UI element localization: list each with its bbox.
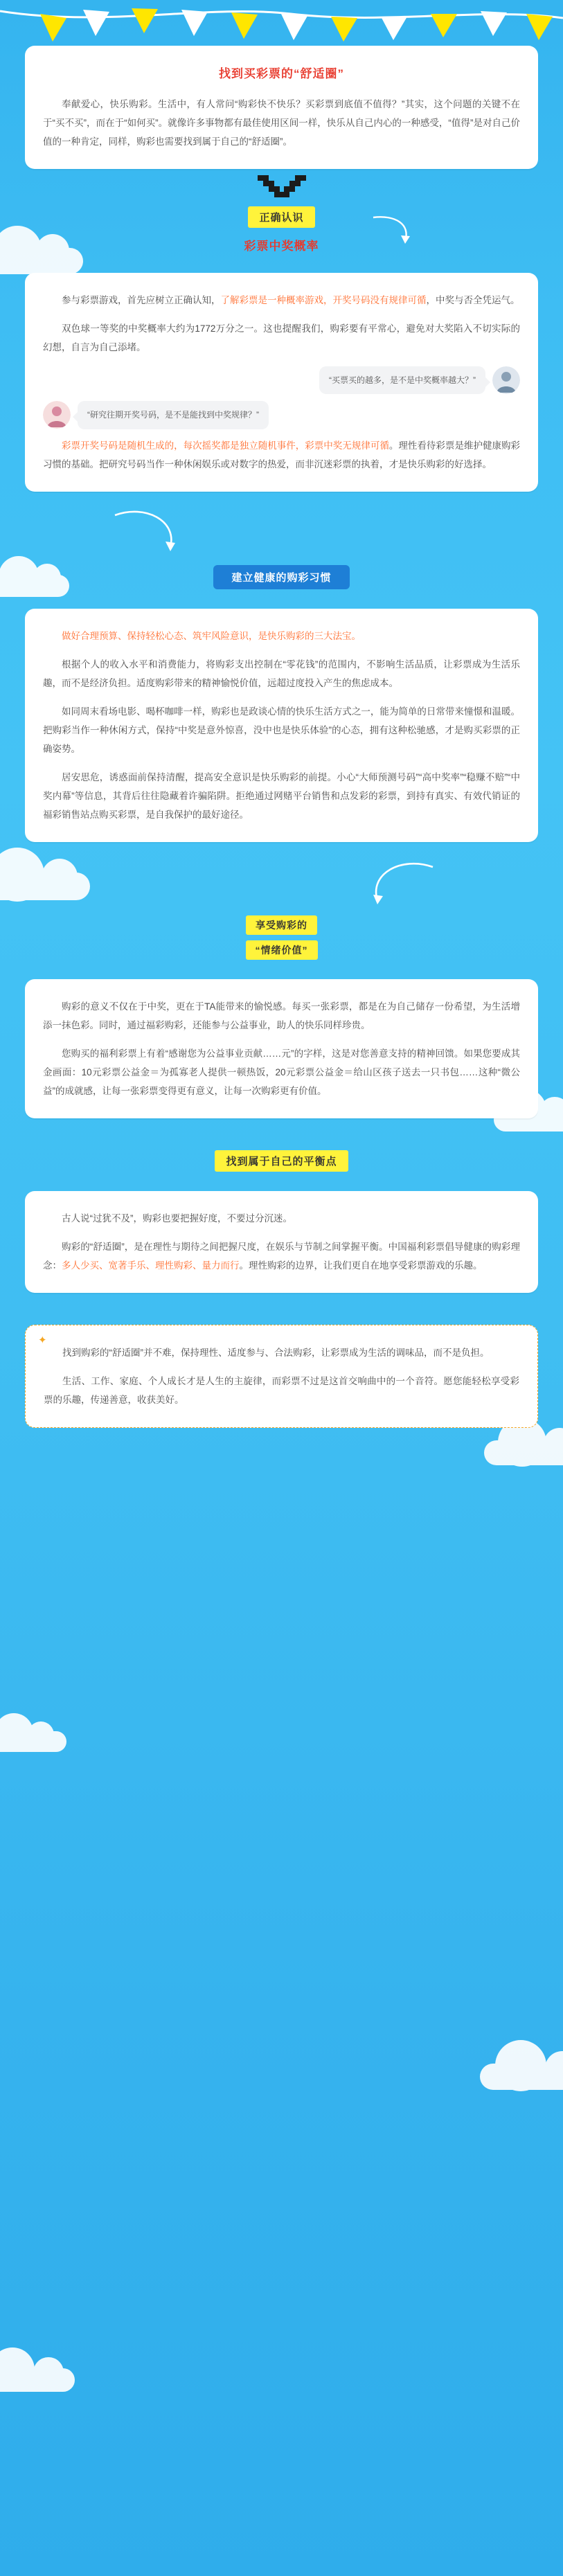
text-highlight: 做好合理预算、保持轻松心态、筑牢风险意识，是快乐购彩的三大法宝。 (62, 630, 361, 641)
paragraph: 奉献爱心，快乐购彩。生活中，有人常问“购彩快不快乐？买彩票到底值不值得？”其实，这个问题的关键不在于“买不买”，而在于“如何买”。就像许多事物都有最佳使用区间一样，快乐从自己内心的一种感受，“值得”是对自己价值的一种肯定，同样，购彩也需要找到属于自己的“舒适圈”。 (43, 99, 520, 147)
curved-arrow-icon (369, 213, 418, 251)
text-plain-1: 购彩的“舒适圈”，是在理性与期待之间把握尺度，在娱乐与节制之间掌握平衡。中国福利彩票倡导健康的购彩理念： (43, 1241, 520, 1271)
tag-label-2: “情绪价值” (246, 940, 318, 960)
paragraph-odds: 双色球一等奖的中奖概率大约为1772万分之一。这也提醒我们，购彩要有平常心，避免对大奖陷入不切实际的幻想，自言为自己添堵。 (43, 323, 520, 352)
paragraph: 古人说“过犹不及”，购彩也要把握好度，不要过分沉迷。 (62, 1213, 292, 1224)
title-text: 彩票中奖概率 (244, 240, 319, 253)
section-header-balance (0, 1150, 563, 1172)
paragraph: 找到购彩的“舒适圈”并不难，保持理性、适度参与、合法购彩，让彩票成为生活的调味品，而不是负担。 (62, 1347, 490, 1358)
section-header-emotional-value (0, 915, 563, 960)
section-title-comfort-zone (43, 64, 520, 81)
cloud-decoration (0, 575, 69, 597)
cloud-decoration (0, 873, 90, 900)
tag-label: 正确认识 (248, 206, 314, 228)
paragraph-random (43, 436, 520, 474)
cloud-decoration (0, 1731, 66, 1752)
paragraph: 根据个人的收入水平和消费能力，将购彩支出控制在“零花钱”的范围内，不影响生活品质，让彩票成为生活乐趣，而不是经济负担。适度购彩带来的精神愉悦价值，远超过度投入产生的焦虑成本。 (43, 659, 520, 688)
paragraph: 如同周末看场电影、喝杯咖啡一样，购彩也是政谈心情的快乐生活方式之一，能为简单的日常带来憧憬和温暖。把购彩当作一种休闲方式，保持“中奖是意外惊喜，没中也是快乐体验”的心态，拥有这种松驰感，才是购买彩票的正确姿势。 (43, 706, 520, 754)
cloud-decoration (480, 2064, 563, 2090)
paragraph-balance-rich (43, 1237, 520, 1275)
paragraph: 购彩的意义不仅在于中奖，更在于TA能带来的愉悦感。每买一张彩票，都是在为自己储存一份希望，为生活增添一抹色彩。同时，通过福彩购彩，还能参与公益事业，助人的快乐同样珍贵。 (43, 1001, 520, 1030)
curved-arrow-icon (355, 860, 438, 913)
cloud-decoration (0, 248, 83, 274)
tag-label-1: 享受购彩的 (246, 915, 317, 935)
quote-bubble-row-male (43, 366, 520, 394)
bunting-banner (0, 0, 563, 46)
curved-arrow-icon (111, 508, 194, 558)
card-emotional-value (25, 979, 538, 1118)
quote-bubble-row-female (43, 401, 520, 429)
text-plain-2: 。理性购彩的边界，让我们更自在地享受彩票游戏的乐趣。 (239, 1260, 483, 1271)
text-highlight: 了解彩票是一种概率游戏，开奖号码没有规律可循 (220, 295, 427, 305)
cloud-decoration (0, 2368, 75, 2392)
text-plain: 。理性看待彩票是维护健康购彩习惯的基础。把研究号码当作一种休闲娱乐或对数字的热爱，而非沉迷彩票的执着，才是快乐购彩的好选择。 (43, 440, 521, 469)
card-comfort-zone (25, 46, 538, 169)
text-plain-2: ，中奖与否全凭运气。 (426, 295, 520, 305)
paragraph: 居安思危，诱惑面前保持清醒，提高安全意识是快乐购彩的前提。小心“大师预测号码”“高中奖率”“稳赚不赔”“中奖内幕”等信息，其背后往往隐藏着许骗陷阱。拒绝通过网赌平台销售和点发彩的彩票，到持有真实、有效代销证的福彩销售站点购买彩票，是自我保护的最好途径。 (43, 771, 520, 820)
card-closing (25, 1325, 538, 1428)
paragraph-lead (43, 627, 520, 645)
blue-bar-label: 建立健康的购彩习惯 (213, 565, 349, 589)
quote-bubble: “买票买的越多，是不是中奖概率越大？” (319, 366, 485, 394)
title-text: 找到买彩票的“舒适圈” (219, 67, 344, 80)
sparkle-icon: ✦ (38, 1334, 47, 1346)
text-plain: 参与彩票游戏，首先应树立正确认知， (62, 295, 221, 305)
cloud-decoration (484, 1440, 563, 1465)
pixel-art-divider (0, 169, 563, 206)
male-avatar (492, 366, 520, 394)
section-header-healthy-habit (0, 565, 563, 589)
card-probability (25, 273, 538, 492)
paragraph: 生活、工作、家庭、个人成长才是人生的主旋律，而彩票不过是这首交响曲中的一个音符。愿您能轻松享受彩票的乐趣，传递善意，收获美好。 (44, 1375, 519, 1405)
text-highlight: 多人少买、宽著手乐、理性购彩、量力而行 (62, 1260, 240, 1271)
female-avatar (43, 401, 71, 429)
quote-bubble: “研究往期开奖号码，是不是能找到中奖规律？” (78, 401, 269, 429)
text-highlight: 彩票开奖号码是随机生成的，每次摇奖都是独立随机事件，彩票中奖无规律可循 (62, 440, 389, 451)
tag-label: 找到属于自己的平衡点 (215, 1150, 348, 1172)
paragraph: 您购买的福利彩票上有着“感谢您为公益事业贡献……元”的字样，这是对您善意支持的精神回馈。如果您要成其金画面：10元彩票公益金＝为孤寡老人提供一顿热饭，20元彩票公益金＝给山区孩子送去一只书包……这种“微公益”的成就感，让每一张彩票变得更有意义，让每一次购彩更有价值。 (43, 1048, 520, 1096)
card-healthy-habit (25, 609, 538, 842)
paragraph-probability-intro (43, 291, 520, 310)
section-header-probability (0, 206, 563, 253)
card-balance (25, 1191, 538, 1293)
